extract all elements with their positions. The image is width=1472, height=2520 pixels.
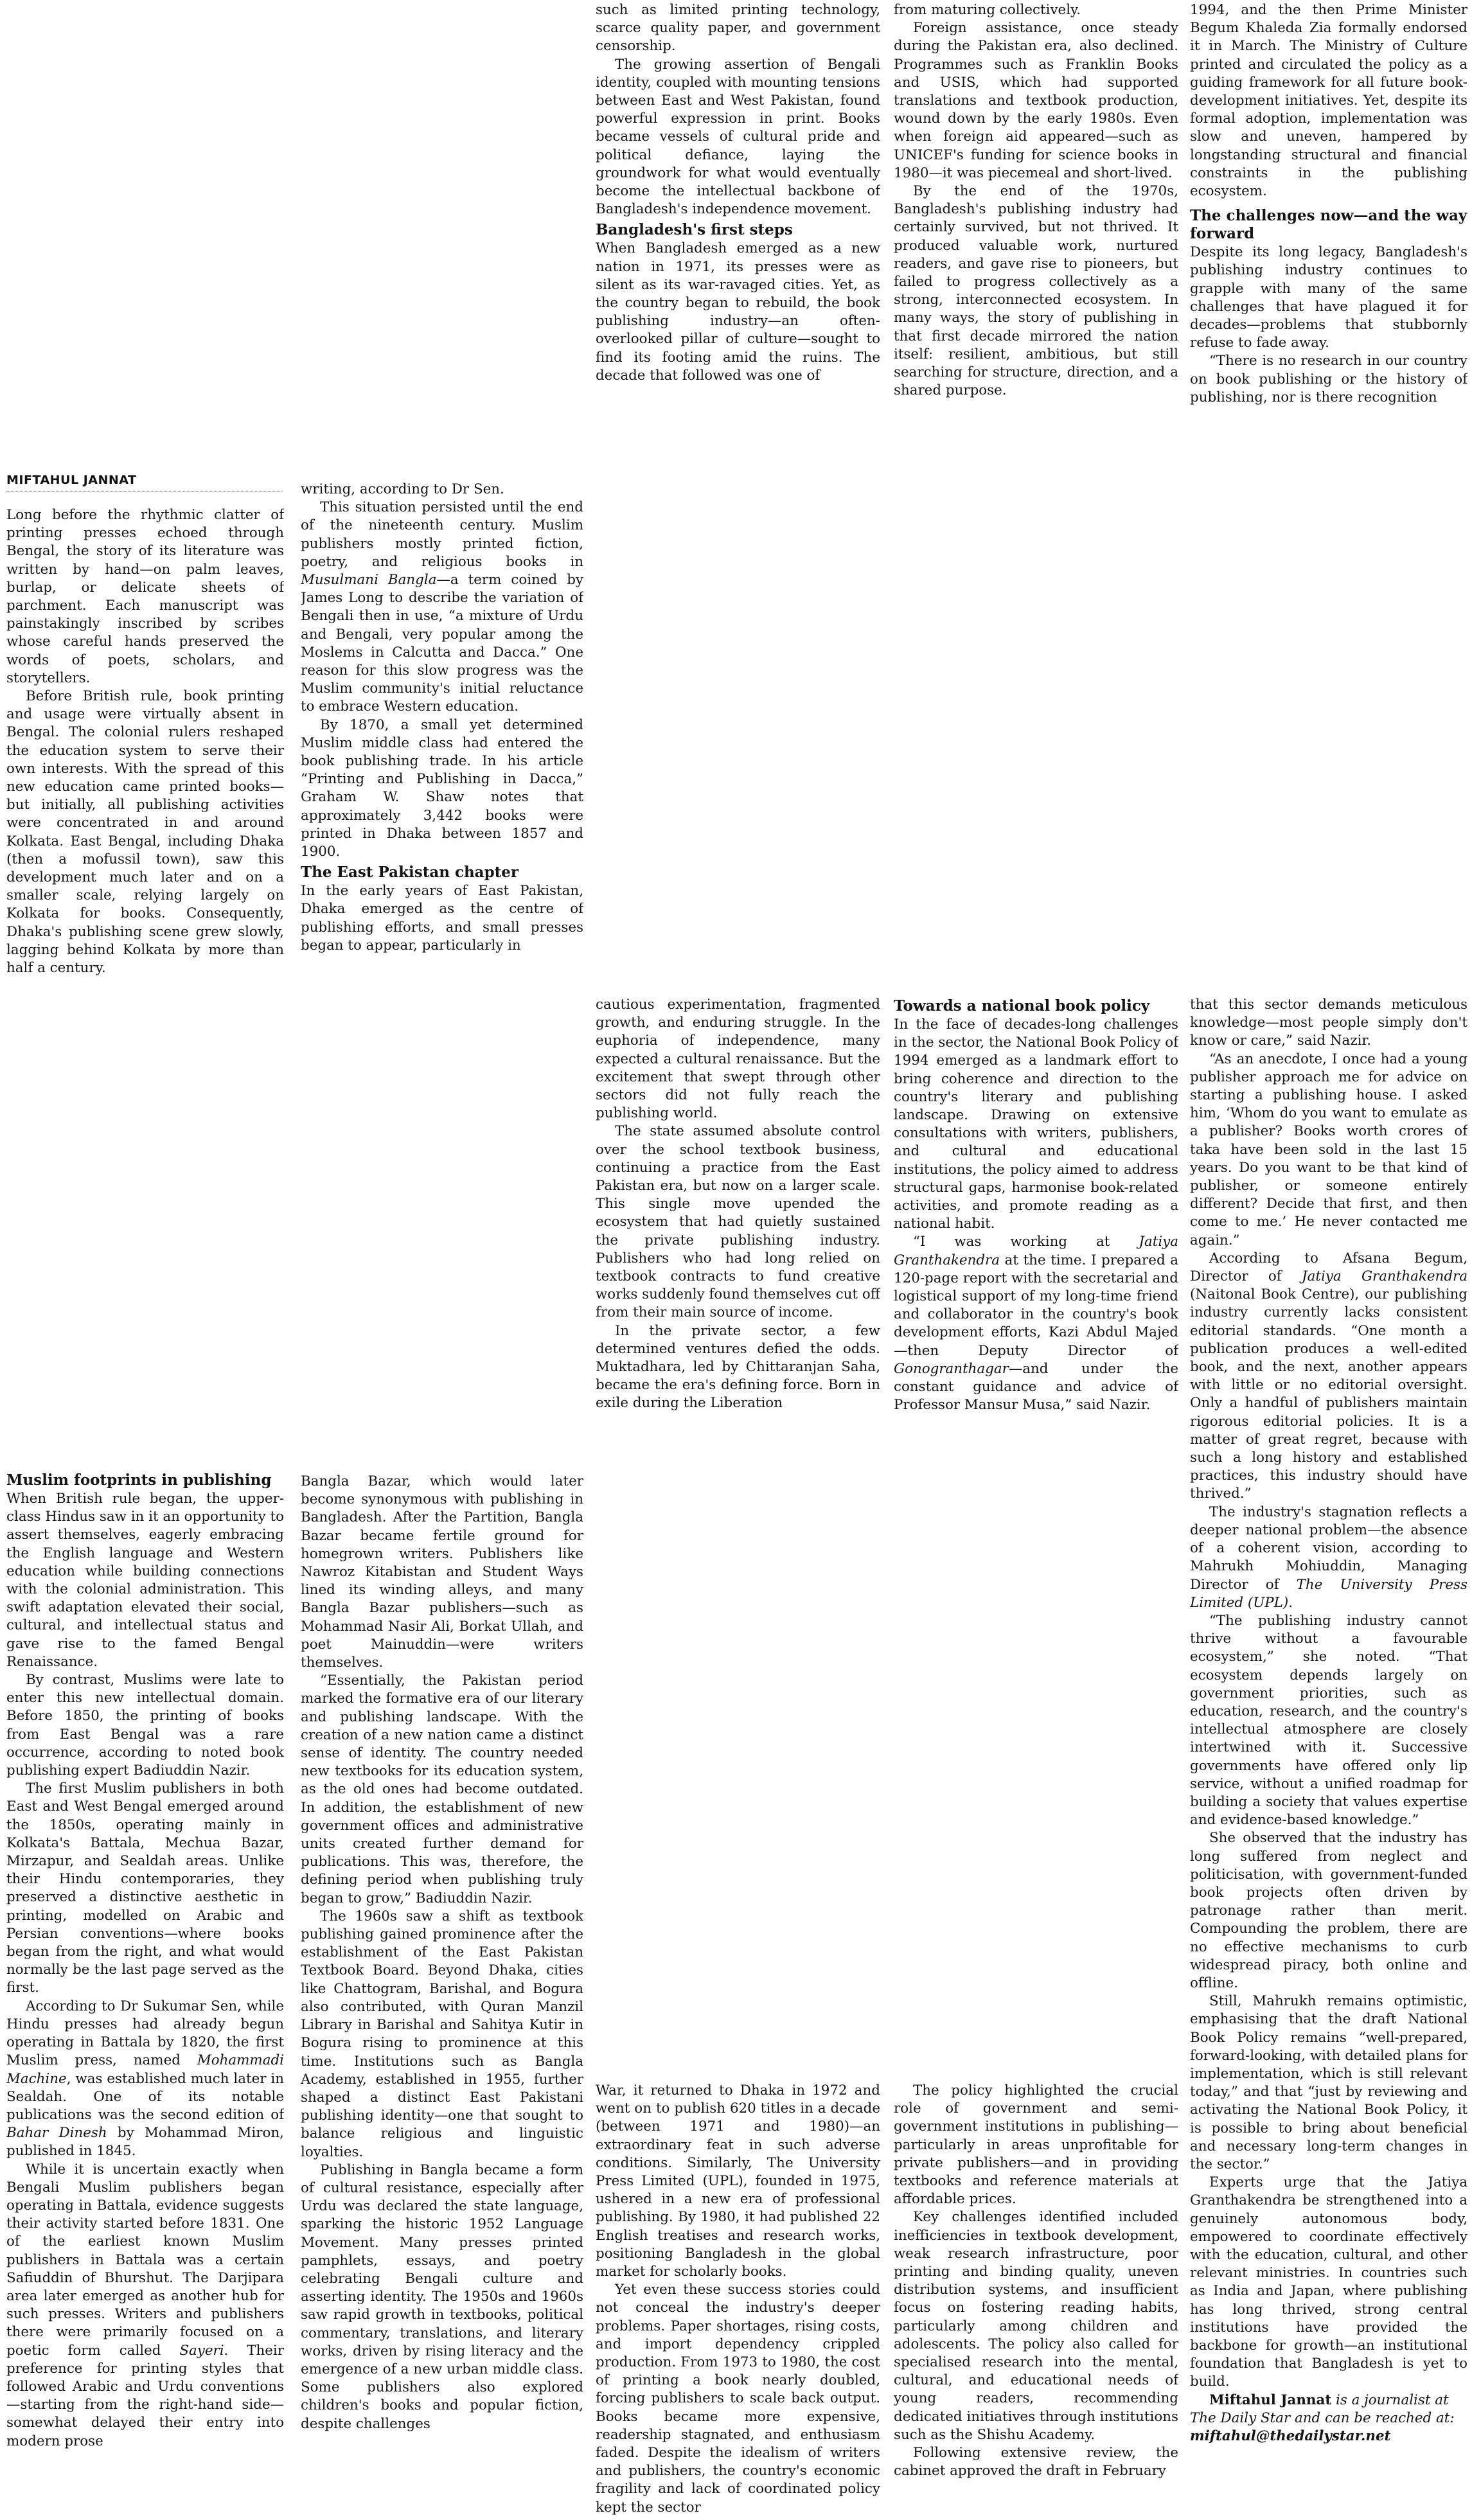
paragraph: The policy highlighted the crucial role of government and semi-government institutions in publishing—particularly in areas unprofitable for private publishers—and in providing textbooks and reference materials at affordable prices. [894, 2082, 1178, 2208]
paragraph: from maturing collectively. [894, 2, 1081, 18]
paragraph: Bangla Bazar, which would later become synonymous with publishing in Bangladesh. After the Partition, Bangla Bazar became fertile ground for homegrown writers. Publishers like Nawroz Kitabistan and Student Ways lined its winding alleys, and many Bangla Bazar publishers—such as Mohammad Nasir Ali, Borkat Ullah, and poet Mainuddin—were writers themselves. [301, 1473, 583, 1671]
column-mid-3 [596, 996, 880, 1413]
paragraph [1190, 1504, 1468, 1612]
paragraph: “Essentially, the Pakistan period marked the formative era of our literary and publishing landscape. With the creation of a new nation came a distinct sense of identity. The country needed new textbooks for its education system, as the old ones had become outdated. In addition, the establishment of new government offices and administrative units created further demand for publications. This was, therefore, the defining period when publishing truly began to grow,” Badiuddin Nazir. [301, 1673, 583, 1906]
signature-email[interactable]: miftahul@thedailystar.net [1190, 2428, 1391, 2445]
text-run: at the time. I prepared a 120-page report with the secretarial and logistical support of my long-time friend and collaborator in the country's book development efforts, Kazi Abdul Majed—then Deputy Director of [894, 1252, 1178, 1359]
heading-challenges: The challenges now—and the way forward [1190, 207, 1468, 243]
italic-term: Jatiya Granthakendra [894, 1234, 1178, 1268]
italic-term: Musulmani Bangla [301, 572, 437, 589]
signature-paper: The Daily Star [1190, 2409, 1291, 2426]
text-run: (Naitonal Book Centre), our publishing industry currently lacks consistent editorial standards. “One month a publication produces a well-edited book, and the next, another appears with little or no editorial oversight. Only a handful of publishers maintain rigorous editorial policies. It is a matter of great regret, because with such a long history and established practices, this industry should have thrived.” [1190, 1286, 1468, 1502]
paragraph [301, 499, 583, 716]
italic-term: Sayeri [179, 2342, 224, 2359]
paragraph: When Bangladesh emerged as a new nation in 1971, its presses were as silent as its war-ravaged cities. Yet, as the country began to rebuild, the book publishing industry—an often-overlooked pillar of culture—sought to find its footing amid the ruins. The decade that followed was one of [596, 240, 880, 384]
text-run: , was established much later in Sealdah. One of its notable publications was the second edition of [6, 2070, 284, 2123]
paragraph: Experts urge that the Jatiya Granthakendra be strengthened into a genuinely autonomous body, empowered to coordinate effectively with the education, cultural, and other relevant ministries. In countries such as India and Japan, where publishing has long thrived, strong central institutions have provided the backbone for growth—an institutional foundation that Bangladesh is yet to build. [1190, 2174, 1468, 2390]
text-run: According to Dr Sukumar Sen, while Hindu presses had already begun operating in Battala by 1820, the first Muslim press, named [6, 1998, 284, 2069]
text-run: by Mohammad Miron, published in 1845. [6, 2125, 284, 2160]
heading-muslim-footprints: Muslim footprints in publishing [6, 1471, 272, 1489]
paragraph: cautious experimentation, fragmented growth, and enduring struggle. In the euphoria of independence, many expected a cultural renaissance. But the excitement that swept through other sectors did not fully reach the publishing world. [596, 997, 880, 1122]
italic-term: Jatiya Granthakendra [1302, 1268, 1468, 1285]
paragraph: Publishing in Bangla became a form of cultural resistance, especially after Urdu was declared the state language, sparking the historic 1952 Language Movement. Many presses printed pamphlets, essays, and poetry celebrating Bengali culture and asserting identity. The 1950s and 1960s saw rapid growth in textbooks, political commentary, translations, and literary works, driven by rising literacy and the emergence of a new urban middle class. Some publishers also explored children's books and popular fiction, despite challenges [301, 2161, 583, 2432]
paragraph: The state assumed absolute control over the school textbook business, continuing a practice from the East Pakistan era, but now on a larger scale. This single move upended the ecosystem that had quietly sustained the private publishing industry. Publishers who had long relied on textbook contracts to fund creative works suddenly found themselves cut off from their main source of income. [596, 1123, 880, 1321]
paragraph: The 1960s saw a shift as textbook publishing gained prominence after the establishment of the East Pakistan Textbook Board. Beyond Dhaka, cities like Chattogram, Barishal, and Bogura also contributed, with Quran Manzil Library in Barishal and Sahitya Kutir in Bogura rising to prominence at this time. Institutions such as Bangla Academy, established in 1955, further shaped a distinct East Pakistani publishing identity—one that sought to balance religious and linguistic loyalties. [301, 1908, 583, 2160]
paragraph: In the early years of East Pakistan, Dhaka emerged as the centre of publishing efforts, and small presses began to appear, particularly in [301, 883, 583, 954]
text-run: This situation persisted until the end of the nineteenth century. Muslim publishers mostly printed fiction, poetry, and religious books in [301, 499, 583, 570]
paragraph: In the private sector, a few determined ventures defied the odds. Muktadhara, led by Chittaranjan Saha, became the era's defining force. Born in exile during the Liberation [596, 1322, 880, 1412]
byline: MIFTAHUL JANNAT [6, 473, 283, 492]
heading-bangladesh-first-steps: Bangladesh's first steps [596, 221, 793, 239]
paragraph: The growing assertion of Bengali identity, coupled with mounting tensions between East and West Pakistan, found powerful expression in print. Books became vessels of cultural pride and political defiance, laying the groundwork for what would eventually become the intellectual backbone of Bangladesh's independence movement. [596, 56, 880, 218]
paragraph: 1994, and the then Prime Minister Begum Khaleda Zia formally endorsed it in March. The Ministry of Culture printed and circulated the policy as a guiding framework for all future book-development initiatives. Yet, despite its formal adoption, implementation was slow and uneven, hampered by longstanding structural and financial constraints in the publishing ecosystem. [1190, 2, 1468, 200]
paragraph: By 1870, a small yet determined Muslim middle class had entered the book publishing trade. In his article “Printing and Publishing in Dacca,” Graham W. Shaw notes that approximately 3,442 books were printed in Dhaka between 1857 and 1900. [301, 716, 583, 860]
column-bot-3 [596, 2082, 880, 2517]
text-run: . [1288, 1594, 1293, 1611]
italic-term: The University Press Limited (UPL) [1190, 1576, 1468, 1611]
paragraph: Long before the rhythmic clatter of printing presses echoed through Bengal, the story of its literature was written by hand—on palm leaves, burlap, or delicate sheets of parchment. Each manuscript was painstakingly inscribed by scribes whose careful hands preserved the words of poets, scholars, and storytellers. [6, 507, 284, 686]
paragraph: Still, Mahrukh remains optimistic, emphasising that the draft National Book Policy remains “well-prepared, forward-looking, with detailed plans for implementation, which is still relevant today,” and that “just by reviewing and activating the National Book Policy, it is possible to bring about beneficial and necessary long-term changes in the sector.” [1190, 1993, 1468, 2172]
italic-term: Bahar Dinesh [6, 2125, 107, 2142]
paragraph: Foreign assistance, once steady during the Pakistan era, also declined. Programmes such as Franklin Books and USIS, which had supported translations and textbook production, wound down by the early 1980s. Even when foreign aid appeared—such as UNICEF's funding for science books in 1980—it was piecemeal and short-lived. [894, 20, 1178, 181]
signature-name: Miftahul Jannat [1209, 2391, 1332, 2408]
paragraph: Key challenges identified included inefficiencies in textbook development, weak research infrastructure, poor printing and binding quality, uneven distribution systems, and insufficient focus on fostering reading habits, particularly among children and adolescents. The policy also called for specialised research into the mental, cultural, and educational needs of young readers, recommending dedicated initiatives through institutions such as the Shishu Academy. [894, 2209, 1178, 2443]
italic-term: Mohammadi Machine [6, 2052, 284, 2087]
paragraph [894, 1233, 1178, 1414]
text-run: “I was working at [912, 1234, 1139, 1250]
paragraph: Before British rule, book printing and usage were virtually absent in Bengal. The colonial rulers reshaped the education system to serve their own interests. With the spread of this new education came printed books—but initially, all publishing activities were concentrated in and around Kolkata. East Bengal, including Dhaka (then a mofussil town), saw this development much later and on a smaller scale, relying largely on Kolkata for books. Consequently, Dhaka's publishing scene grew slowly, lagging behind Kolkata by more than half a century. [6, 688, 284, 977]
column-mid-1 [6, 506, 284, 977]
paragraph: She observed that the industry has long suffered from neglect and politicisation, with government-funded book projects often driven by patronage rather than merit. Compounding the problem, there are no effective mechanisms to curb widespread piracy, both online and offline. [1190, 1830, 1468, 1991]
paragraph: In the face of decades-long challenges in the sector, the National Book Policy of 1994 emerged as a landmark effort to bring coherence and direction to the country's literary and publishing landscape. Drawing on extensive consultations with writers, publishers, and cultural and educational institutions, the policy aimed to address structural gaps, harmonise book-related activities, and promote reading as a national habit. [894, 1016, 1178, 1232]
paragraph: War, it returned to Dhaka in 1972 and went on to publish 620 titles in a decade (between 1971 and 1980)—an extraordinary feat in such adverse conditions. Similarly, The University Press Limited (UPL), founded in 1975, ushered in a new era of professional publishing. By 1980, it had published 22 English treatises and research works, positioning Bangladesh in the global market for scholarly books. [596, 2082, 880, 2280]
text-run: The industry's stagnation reflects a deeper national problem—the absence of a coherent vision, according to Mahrukh Mohiuddin, Managing Director of [1190, 1504, 1468, 1593]
column-bot-4 [894, 2082, 1178, 2517]
paragraph: “The publishing industry cannot thrive without a favourable ecosystem,” she noted. “That ecosystem depends largely on government priorities, such as education, research, and the country's intellectual atmosphere are closely intertwined with it. Successive governments have offered only lip service, without a unified roadmap for building a society that values expertise and evidence-based knowledge.” [1190, 1612, 1468, 1829]
signature-text: is a journalist at [1331, 2391, 1449, 2408]
paragraph [6, 1998, 284, 2161]
paragraph: Following extensive review, the cabinet approved the draft in February [894, 2445, 1178, 2480]
column-mid-4 [894, 997, 1178, 1414]
paragraph: that this sector demands meticulous knowledge—most people simply don't know or care,” said Nazir. [1190, 997, 1468, 1049]
text-run: While it is uncertain exactly when Bengali Muslim publishers began operating in Battala, evidence suggests their activity started before 1831. One of the earliest known Muslim publishers in Battala was a certain Safiuddin of Bhurshut. The Darjipara area later emerged as another hub for such presses. Writers and publishers there were primarily focused on a poetic form called [6, 2161, 284, 2359]
text-run: . Their preference for printing styles that followed Arabic and Urdu conventions—starting from the right-hand side—somewhat delayed their entry into modern prose [6, 2342, 284, 2449]
italic-term: Gonogranthagar [894, 1360, 1009, 1377]
column-mid-2 [301, 481, 583, 955]
text-run: —and under the constant guidance and advice of Professor Mansur Musa,” said Nazir. [894, 1360, 1178, 1414]
column-top-3 [596, 1, 880, 385]
paragraph: When British rule began, the upper-class Hindus saw in it an opportunity to assert themselves, eagerly embracing the English language and Western education while building connections with the colonial administration. This swift adaptation elevated their social, cultural, and intellectual status and gave rise to the famed Bengal Renaissance. [6, 1491, 284, 1670]
paragraph: The first Muslim publishers in both East and West Bengal emerged around the 1850s, operating mainly in Kolkata's Battala, Mechua Bazar, Mirzapur, and Sealdah areas. Unlike their Hindu contemporaries, they preserved a distinctive aesthetic in printing, modelled on Arabic and Persian conventions—where books began from the right, and what would normally be the last page served as the first. [6, 1780, 284, 1996]
column-top-4 [894, 1, 1178, 400]
author-signature [1190, 2391, 1468, 2446]
paragraph: By contrast, Muslims were late to enter this new intellectual domain. Before 1850, the printing of books from East Bengal was a rare occurrence, according to noted book publishing expert Badiuddin Nazir. [6, 1672, 284, 1779]
signature-text: and can be reached at: [1290, 2409, 1455, 2426]
paragraph: writing, according to Dr Sen. [301, 481, 504, 497]
paragraph: Yet even these success stories could not conceal the industry's deeper problems. Paper shortages, rising costs, and import dependency crippled production. From 1973 to 1980, the cost of printing a book nearly doubled, forcing publishers to scale back output. Books became more expensive, readership stagnated, and enthusiasm faded. Despite the idealism of writers and publishers, the country's economic fragility and lack of coordinated policy kept the sector [596, 2282, 880, 2516]
text-run: —a term coined by James Long to describe the variation of Bengali then in use, “a mixture of Urdu and Bengali, very popular among the Moslems in Calcutta and Dacca.” One reason for this slow progress was the Muslim community's initial reluctance to embrace Western education. [301, 572, 583, 715]
paragraph: such as limited printing technology, scarce quality paper, and government censorship. [596, 2, 880, 55]
heading-national-policy: Towards a national book policy [894, 997, 1150, 1015]
text-run: According to Afsana Begum, Director of [1190, 1250, 1468, 1285]
paragraph: “As an anecdote, I once had a young publisher approach me for advice on starting a publishing house. I asked him, ‘Whom do you want to emulate as a publisher? Books worth crores of taka have been sold in the last 15 years. Do you want to be that kind of publisher, or someone entirely different? Decide that first, and then come to me.’ He never contacted me again.” [1190, 1051, 1468, 1248]
column-top-5 [1190, 1, 1468, 407]
paragraph: “There is no research in our country on book publishing or the history of publishing, nor is there recognition [1190, 353, 1468, 405]
paragraph [1190, 1250, 1468, 1504]
paragraph: By the end of the 1970s, Bangladesh's publishing industry had certainly survived, but not thrived. It produced valuable work, nurtured readers, and gave rise to pioneers, but failed to progress collectively as a strong, interconnected ecosystem. In many ways, the story of publishing in that first decade mirrored the nation itself: resilient, ambitious, but still searching for structure, direction, and a shared purpose. [894, 183, 1178, 399]
heading-east-pakistan: The East Pakistan chapter [301, 864, 519, 882]
column-mid-5 [1190, 996, 1468, 2516]
paragraph [6, 2161, 284, 2451]
paragraph: Despite its long legacy, Bangladesh's publishing industry continues to grapple with many of the same challenges that have plagued it for decades—problems that stubbornly refuse to fade away. [1190, 244, 1468, 351]
column-bot-1 [6, 1471, 284, 2517]
column-bot-2 [301, 1473, 583, 2517]
